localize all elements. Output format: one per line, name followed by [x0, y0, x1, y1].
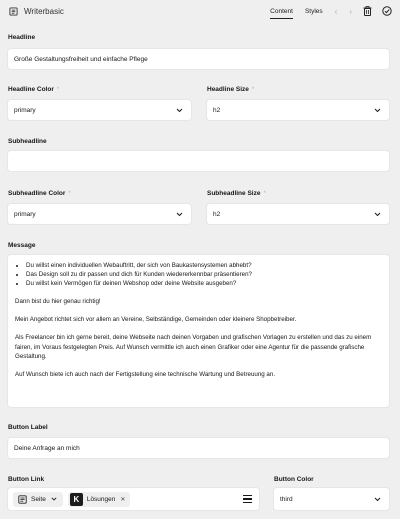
top-bar [0, 0, 400, 22]
chevron-down-icon [175, 210, 183, 218]
page-thumbnail: K [70, 493, 83, 506]
chevron-down-icon [373, 106, 381, 114]
subheadline-input[interactable] [8, 151, 389, 171]
headline-input[interactable]: Große Gestaltungsfreiheit und einfache Pflege [8, 49, 389, 69]
button-label-label: Button Label [8, 424, 48, 431]
block-title: Writerbasic [24, 6, 64, 16]
subheadline-size-select[interactable] [207, 204, 389, 224]
message-bullet-list [26, 261, 382, 289]
message-paragraph: Auf Wunsch biete ich auch nach der Fertigstellung eine technische Wartung und Betreuung an. [15, 370, 276, 378]
next-arrow-icon[interactable]: › [349, 6, 352, 16]
subheadline-color-label: Subheadline Color * [8, 190, 71, 197]
subheadline-color-select[interactable] [8, 204, 191, 224]
button-color-label: Button Color [274, 476, 314, 483]
linked-page-chip[interactable] [68, 492, 131, 507]
headline-color-value: primary [14, 106, 36, 114]
list-item: • Du willst einen individuellen Webauftritt, der sich von Baukastensystemen abhebt? [26, 261, 382, 270]
button-label-input[interactable]: Deine Anfrage an mich [8, 438, 389, 458]
button-link-field[interactable] [8, 488, 259, 510]
linked-page-label: Lösungen [86, 495, 116, 503]
block-icon [8, 6, 18, 16]
message-paragraph: Dann bist du hier genau richtig! [15, 298, 101, 306]
headline-size-value: h2 [213, 106, 221, 114]
headline-size-select[interactable] [207, 100, 389, 120]
chevron-down-icon [51, 497, 58, 501]
button-link-label: Button Link [8, 476, 45, 483]
message-label: Message [8, 242, 36, 249]
subheadline-label: Subheadline [8, 138, 47, 145]
button-color-value: third [280, 495, 293, 503]
list-item: • Du willst kein Vermögen für deinen Webshop oder deine Website ausgeben? [26, 279, 382, 288]
headline-color-label: Headline Color * [8, 86, 60, 93]
trash-icon[interactable] [362, 6, 372, 16]
tab-styles[interactable]: Styles [304, 7, 323, 15]
subheadline-color-value: primary [14, 210, 36, 218]
message-editor[interactable] [8, 255, 389, 407]
remove-icon[interactable]: ✕ [120, 496, 126, 503]
headline-size-label: Headline Size * [207, 86, 255, 93]
message-paragraph: Als Freelancer bin ich gerne bereit, deine Webseite nach deinen Vorgaben und grafischen Vorlagen zu erstellen und das zu einem fairen, im Voraus festgelegten Preis. Auf Wunsch vermittle ich auch einen Grafiker oder eine Agentur für die passende grafische Gestaltung. [15, 334, 372, 360]
prev-arrow-icon[interactable]: ‹ [334, 6, 338, 16]
message-paragraph: Mein Angebot richtet sich vor allem an Vereine, Selbständige, Gemeinden oder kleinere Shopbetreiber. [15, 316, 297, 324]
page-icon [18, 495, 27, 504]
headline-color-select[interactable] [8, 100, 191, 120]
check-circle-icon[interactable] [382, 6, 392, 16]
button-color-select[interactable] [274, 488, 389, 510]
link-type-label: Seite [31, 495, 46, 503]
chevron-down-icon [373, 495, 381, 503]
subheadline-size-label: Subheadline Size * [207, 190, 266, 197]
chevron-down-icon [175, 106, 183, 114]
headline-label: Headline [8, 34, 36, 41]
list-item: • Das Design soll zu dir passen und dich für Kunden wiedererkennbar präsentieren? [26, 270, 382, 279]
subheadline-size-value: h2 [213, 210, 221, 218]
link-type-chip[interactable] [13, 492, 63, 507]
chevron-down-icon [373, 210, 381, 218]
tab-content[interactable]: Content [270, 0, 293, 22]
menu-icon[interactable] [243, 495, 252, 503]
